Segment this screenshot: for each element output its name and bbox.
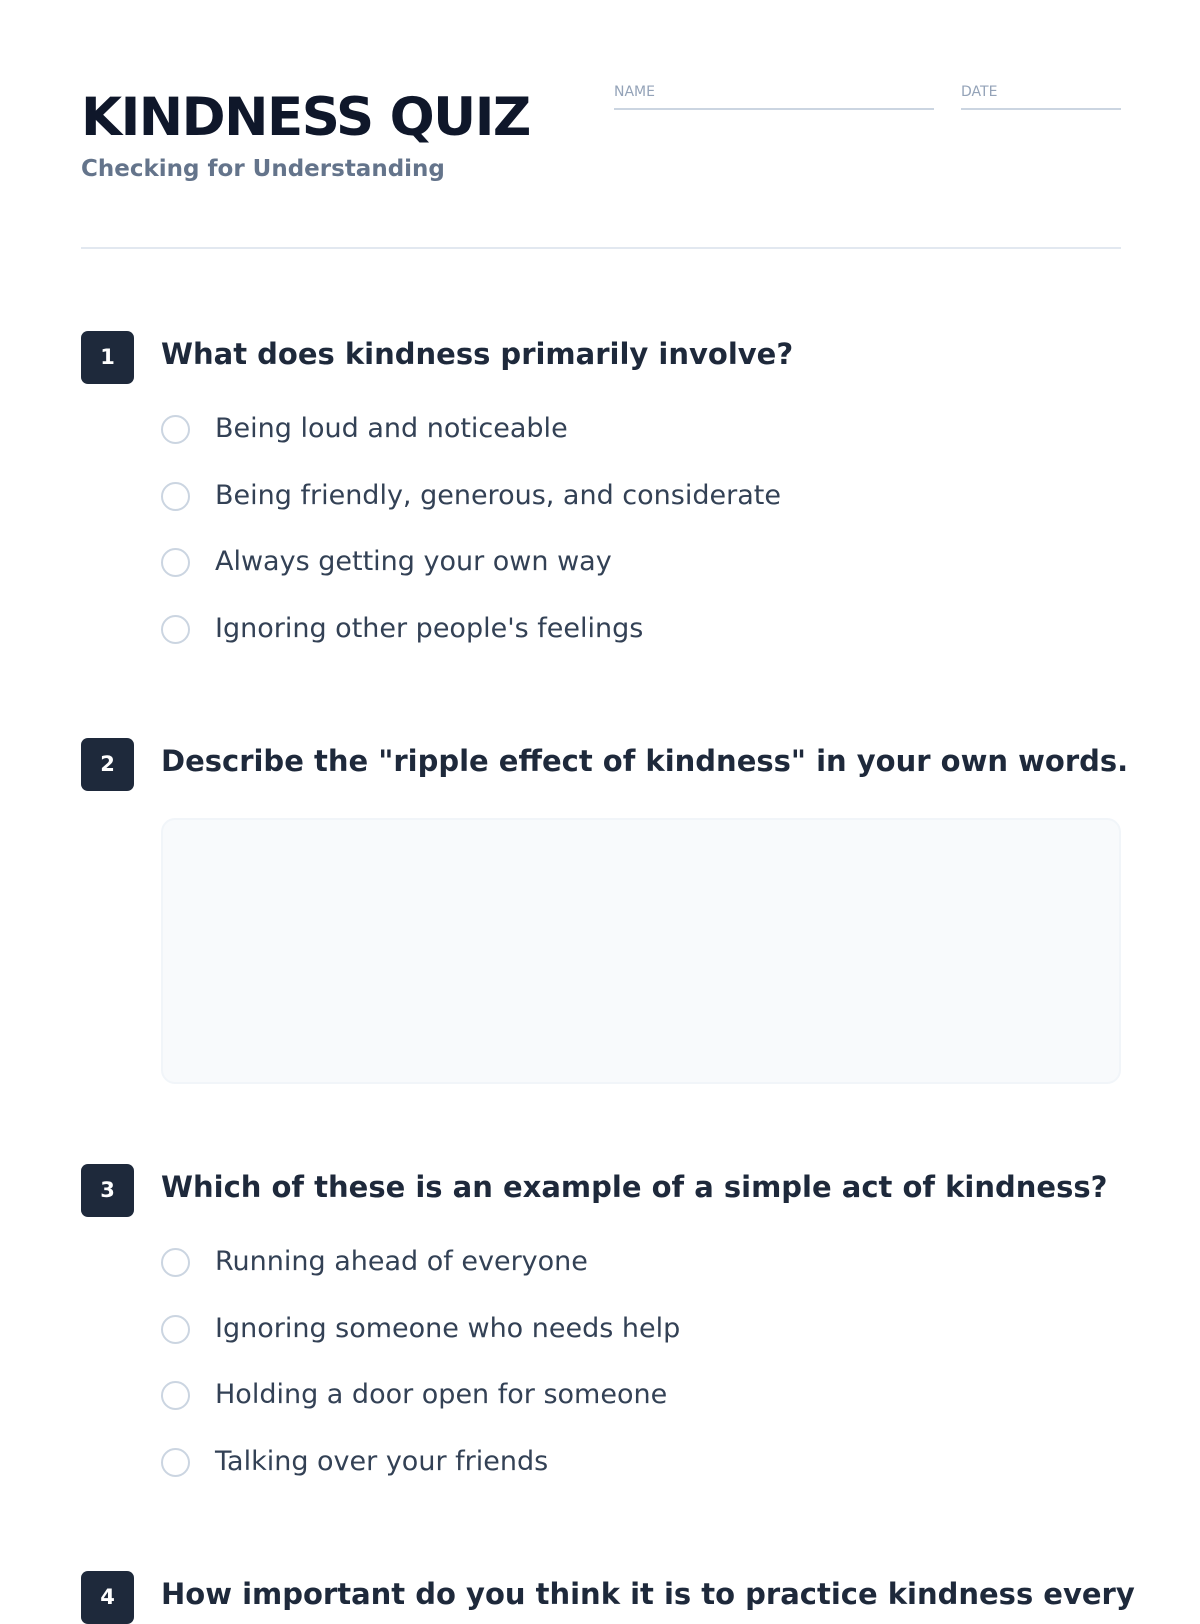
date-field-label: DATE (961, 84, 998, 100)
radio-button[interactable] (161, 1448, 190, 1477)
quiz-subtitle: Checking for Understanding (81, 156, 445, 182)
header-divider (81, 247, 1121, 249)
question-number-badge: 2 (81, 738, 134, 791)
radio-button[interactable] (161, 415, 190, 444)
question-number-badge: 3 (81, 1164, 134, 1217)
name-field[interactable] (614, 80, 934, 110)
question-text: Describe the "ripple effect of kindness" in your own words. (161, 744, 1129, 778)
quiz-header (81, 80, 1121, 250)
option-label: Ignoring someone who needs help (215, 1312, 681, 1344)
radio-button[interactable] (161, 1315, 190, 1344)
question-number-badge: 1 (81, 331, 134, 384)
radio-button[interactable] (161, 482, 190, 511)
question-text: What does kindness primarily involve? (161, 337, 794, 371)
radio-button[interactable] (161, 1248, 190, 1277)
option-label: Ignoring other people's feelings (215, 613, 644, 645)
question-number-badge: 4 (81, 1571, 134, 1624)
radio-button[interactable] (161, 548, 190, 577)
option-label: Running ahead of everyone (215, 1246, 588, 1277)
name-field-label: NAME (614, 84, 655, 100)
quiz-title: KINDNESS QUIZ (81, 87, 530, 148)
option-label: Being loud and noticeable (215, 413, 568, 444)
option-label: Talking over your friends (215, 1446, 549, 1478)
question-text: Which of these is an example of a simple act of kindness? (161, 1170, 1108, 1204)
radio-button[interactable] (161, 1381, 190, 1410)
date-field[interactable] (961, 80, 1121, 110)
radio-button[interactable] (161, 615, 190, 644)
question-text: How important do you think it is to practice kindness every (161, 1577, 1135, 1611)
written-answer-box[interactable] (161, 818, 1121, 1084)
quiz-page (81, 0, 1135, 1611)
option-label: Always getting your own way (215, 546, 612, 578)
option-label: Holding a door open for someone (215, 1379, 668, 1411)
option-label: Being friendly, generous, and considerate (215, 479, 781, 511)
